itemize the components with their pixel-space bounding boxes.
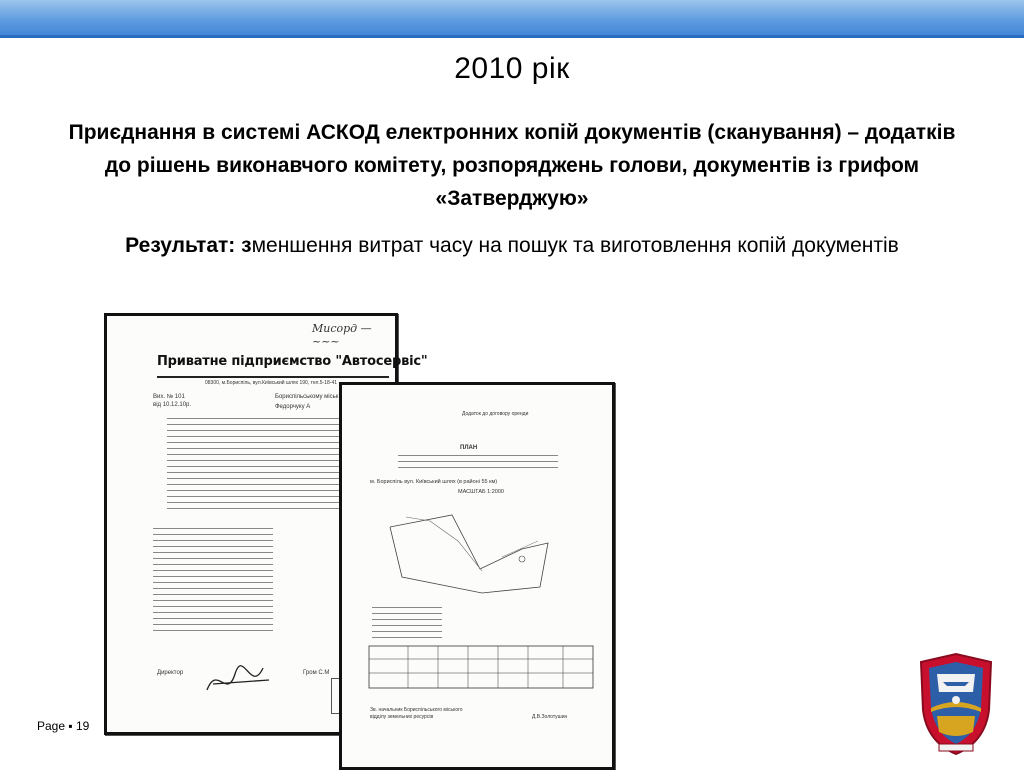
plan-location: м. Бориспіль вул. Київський шлях (в районі 55 км) <box>370 479 498 485</box>
letter-out-date: від 10.12.10р. <box>153 402 192 408</box>
plan-annex-note: Додаток до договору оренди <box>462 411 529 417</box>
letter-signer-name: Гром С.М <box>303 670 330 676</box>
scanned-plan-document <box>339 382 615 770</box>
letter-recipient-1: Бориспільському міськ <box>275 394 339 400</box>
result-paragraph <box>40 230 984 262</box>
header-band <box>0 0 1024 38</box>
plan-footer-line-1: Зв. начальник Бориспільського міського <box>370 707 463 713</box>
city-coat-of-arms-icon <box>915 652 997 756</box>
slide-title: 2010 рік <box>454 52 570 85</box>
plan-scale: МАСШТАБ 1:2000 <box>458 489 504 495</box>
plan-area-table <box>368 645 594 689</box>
letter-list-lines <box>153 528 273 636</box>
plan-legend-lines <box>372 607 442 643</box>
director-signature <box>203 660 273 700</box>
letterhead-title: Приватне підприємство "Автосервіс" <box>157 354 389 378</box>
page-number: Page ▪ 19 <box>37 719 90 733</box>
plan-footer-line-2: відділу земельних ресурсів <box>370 714 434 720</box>
plan-header-lines <box>398 455 558 473</box>
plan-title: ПЛАН <box>460 445 478 451</box>
result-label: Результат: з <box>125 234 252 257</box>
land-plot-diagram <box>362 497 562 607</box>
slide-lead-text: Приєднання в системі АСКОД електронних копій документів (сканування) – додатків до рішень виконавчого комітету, розпоряджень голови, документів із грифом «Затверджую» <box>68 121 956 210</box>
result-text: меншення витрат часу на пошук та виготовлення копій документів <box>251 234 899 257</box>
letter-recipient-2: Федорчуку А <box>275 404 311 410</box>
plan-footer-signer: Д.В.Золотушин <box>532 714 568 720</box>
letter-out-number: Вих. № 101 <box>153 394 185 400</box>
letter-address: 08300, м.Бориспіль, вул.Київський шлях 190, тел.5-18-41 <box>205 380 338 386</box>
letter-body-lines <box>167 418 343 514</box>
handwritten-resolution: Мисорд — ~~~ <box>312 322 372 348</box>
letter-director-label: Директор <box>157 670 184 676</box>
